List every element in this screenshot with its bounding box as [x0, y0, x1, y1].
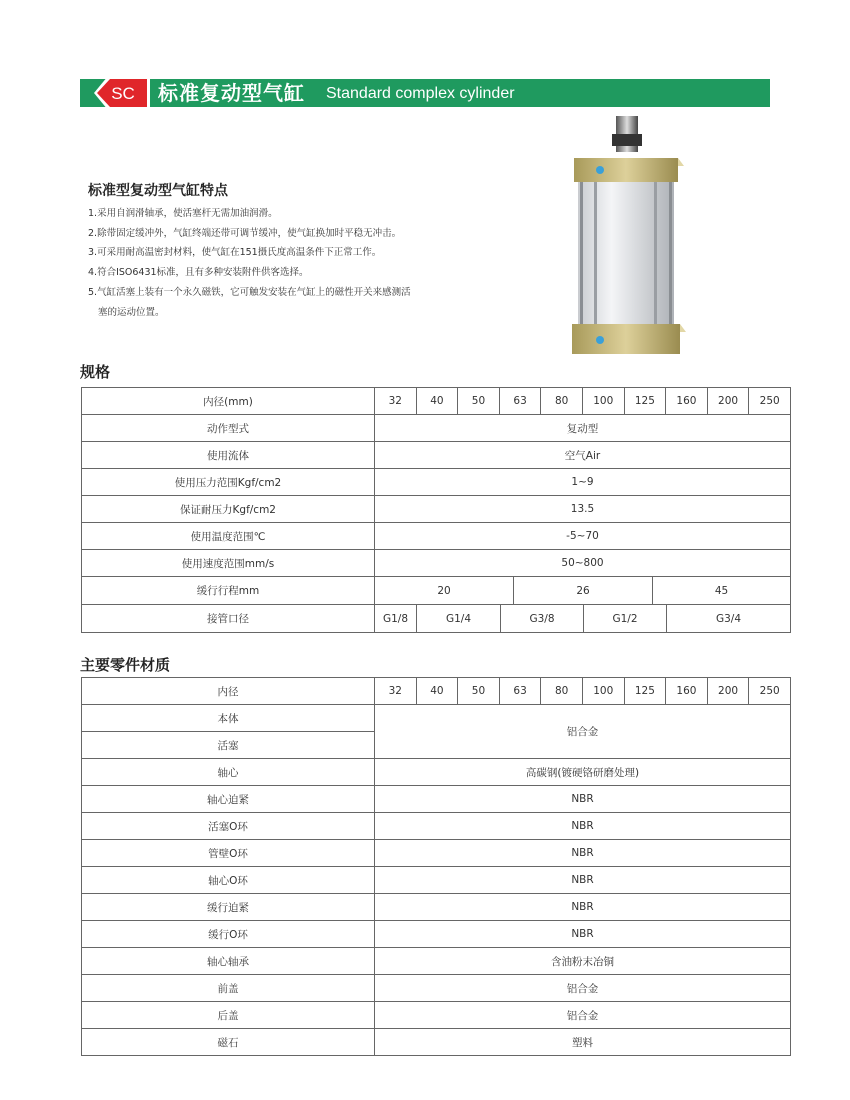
table-row [82, 388, 791, 415]
row-label: 活塞O环 [82, 813, 375, 840]
row-value: NBR [375, 867, 791, 894]
bore-cell: 125 [624, 388, 666, 415]
row-value: NBR [375, 840, 791, 867]
row-value: 13.5 [375, 496, 791, 523]
sc-badge-logo [90, 72, 152, 114]
cushion-cell: 45 [714, 584, 729, 597]
bore-cell: 100 [582, 388, 624, 415]
table-row [82, 813, 791, 840]
bore-cell: 160 [666, 678, 708, 705]
table-row [82, 523, 791, 550]
page-title-en: Standard complex cylinder [326, 85, 515, 102]
feature-item: 4.符合ISO6431标准，且有多种安装附件供客选择。 [88, 267, 309, 279]
row-value: 铝合金 [375, 975, 791, 1002]
row-value: NBR [375, 786, 791, 813]
table-row [82, 705, 791, 732]
row-value: 50~800 [375, 550, 791, 577]
bore-cell: 40 [416, 388, 458, 415]
port-cell: G1/4 [417, 605, 501, 632]
row-label: 接管口径 [82, 605, 375, 633]
row-value: 铝合金 [375, 705, 791, 759]
row-label: 本体 [82, 705, 375, 732]
port-cell: G1/2 [584, 605, 667, 632]
table-row [82, 415, 791, 442]
row-value: 塑料 [375, 1029, 791, 1056]
page-title-cn: 标准复动型气缸 [158, 81, 305, 105]
bore-cell: 200 [707, 678, 749, 705]
materials-title: 主要零件材质 [80, 656, 171, 674]
materials-table [81, 677, 791, 1056]
cushion-values [375, 577, 791, 605]
table-row [82, 867, 791, 894]
row-label: 前盖 [82, 975, 375, 1002]
table-row [82, 894, 791, 921]
port-values [375, 605, 791, 633]
row-label: 磁石 [82, 1029, 375, 1056]
feature-item: 5.气缸活塞上装有一个永久磁铁，它可触发安装在气缸上的磁性开关来感测活 [88, 286, 411, 298]
table-row [82, 678, 791, 705]
row-value: 铝合金 [375, 1002, 791, 1029]
bore-cell: 80 [541, 388, 583, 415]
row-value: 复动型 [375, 415, 791, 442]
cushion-cell: 20 [375, 577, 514, 604]
row-label: 使用压力范围Kgf/cm2 [82, 469, 375, 496]
bore-cell: 32 [375, 678, 417, 705]
row-label: 使用流体 [82, 442, 375, 469]
row-value: NBR [375, 813, 791, 840]
port-cell: G3/8 [501, 605, 584, 632]
row-label: 轴心O环 [82, 867, 375, 894]
bore-cell: 160 [666, 388, 708, 415]
table-row [82, 759, 791, 786]
table-row [82, 469, 791, 496]
row-label: 轴心 [82, 759, 375, 786]
row-label: 轴心迫紧 [82, 786, 375, 813]
header-banner [80, 79, 770, 107]
bore-cell: 50 [458, 678, 500, 705]
row-label: 缓行迫紧 [82, 894, 375, 921]
table-row [82, 786, 791, 813]
row-value: 高碳钢(镀硬铬研磨处理) [375, 759, 791, 786]
table-row [82, 577, 791, 605]
port-cell: G3/4 [715, 612, 742, 625]
feature-item: 2.除带固定缓冲外，气缸终端还带可调节缓冲，使气缸换加时平稳无冲击。 [88, 227, 402, 239]
table-row [82, 948, 791, 975]
table-row [82, 550, 791, 577]
table-row [82, 605, 791, 633]
table-row [82, 840, 791, 867]
table-row [82, 921, 791, 948]
table-row [82, 1029, 791, 1056]
feature-item: 1.采用自润滑轴承，使活塞杆无需加油润滑。 [88, 208, 278, 219]
bore-cell: 250 [749, 388, 791, 415]
bore-cell: 32 [375, 388, 417, 415]
bore-label: 内径(mm) [82, 388, 375, 415]
bore-cell: 40 [416, 678, 458, 705]
cushion-cell: 26 [514, 577, 653, 604]
row-label: 管壁O环 [82, 840, 375, 867]
bore-cell: 63 [499, 388, 541, 415]
badge-text: SC [111, 84, 135, 103]
row-value: -5~70 [375, 523, 791, 550]
row-label: 活塞 [82, 732, 375, 759]
bore-cell: 63 [499, 678, 541, 705]
row-label: 使用温度范围℃ [82, 523, 375, 550]
table-row [82, 496, 791, 523]
row-value: 1~9 [375, 469, 791, 496]
specs-table [81, 387, 791, 633]
features-list [88, 204, 508, 322]
bore-cell: 50 [458, 388, 500, 415]
row-label: 缓行行程mm [82, 577, 375, 605]
row-value: 空气Air [375, 442, 791, 469]
table-row [82, 975, 791, 1002]
feature-item-continuation: 塞的运动位置。 [98, 306, 165, 318]
bore-cell: 200 [707, 388, 749, 415]
row-value: 含油粉末冶铜 [375, 948, 791, 975]
row-value: NBR [375, 921, 791, 948]
row-value: NBR [375, 894, 791, 921]
row-label: 轴心轴承 [82, 948, 375, 975]
table-row [82, 442, 791, 469]
features-title: 标准型复动型气缸特点 [88, 183, 228, 199]
bore-cell: 125 [624, 678, 666, 705]
row-label: 使用速度范围mm/s [82, 550, 375, 577]
bore-cell: 250 [749, 678, 791, 705]
port-cell: G1/8 [375, 605, 417, 632]
row-label: 后盖 [82, 1002, 375, 1029]
specs-title: 规格 [80, 363, 111, 381]
row-label: 保证耐压力Kgf/cm2 [82, 496, 375, 523]
row-label: 动作型式 [82, 415, 375, 442]
bore-label: 内径 [82, 678, 375, 705]
row-label: 缓行O环 [82, 921, 375, 948]
bore-cell: 100 [582, 678, 624, 705]
cylinder-product-image [566, 110, 692, 360]
bore-cell: 80 [541, 678, 583, 705]
feature-item: 3.可采用耐高温密封材料，使气缸在151摄氏度高温条件下正常工作。 [88, 247, 382, 259]
table-row [82, 1002, 791, 1029]
